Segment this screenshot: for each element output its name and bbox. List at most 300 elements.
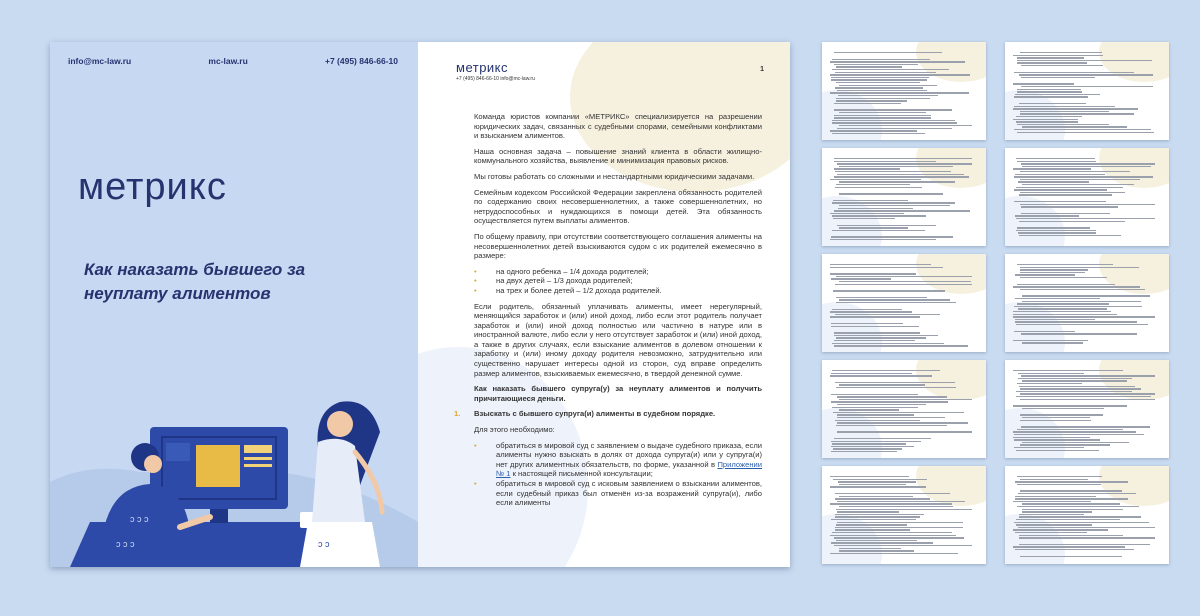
thumbnail-text-line <box>1014 129 1151 130</box>
decor-shape <box>1099 466 1169 506</box>
paragraph: Если родитель, обязанный уплачивать алименты, имеет нерегулярный, меняющийся заработок и (или) иной доход, либо если этот родитель получает заработок и (или) иной доход полностью или частично в натуре или в иностранной валюте, либо если у него отсутствует заработок и (или) иной доход, а также в других случаях, если взыскание алиментов в долевом отношении к заработку и (или) иному доходу родителя невозможно, затруднительно или существенно нарушает интересы одной из сторон, суд вправе определить размер алиментов, взыскиваемых ежемесячно, в твердой денежной сумме. <box>474 301 762 378</box>
paragraph: По общему правилу, при отсутствии соответствующего соглашения алименты на несовершеннолетних детей взыскиваются судом с их родителей ежемесячно в размере: <box>474 231 762 261</box>
page-thumbnails <box>822 42 1182 567</box>
thumbnail-text-line <box>835 72 936 73</box>
thumbnail-text-line <box>1015 94 1100 95</box>
thumbnail-text-line <box>835 420 920 421</box>
thumbnail-text-line <box>832 230 925 231</box>
thumbnail-text-line <box>1013 55 1103 56</box>
thumbnail-text-line <box>830 375 932 376</box>
appendix-link[interactable]: Приложении № 1 <box>496 459 762 479</box>
page-thumbnail[interactable] <box>1005 42 1169 140</box>
thumbnail-text-line <box>1020 269 1088 270</box>
page-number: 1 <box>760 66 764 73</box>
thumbnail-text-line <box>1022 417 1090 418</box>
thumbnail-text-line <box>1020 171 1130 172</box>
thumbnail-text-line <box>1022 511 1092 512</box>
thumbnail-text-line <box>1020 272 1085 273</box>
thumbnail-text-line <box>1013 108 1138 109</box>
thumbnail-text-line <box>1019 386 1135 387</box>
thumbnail-text-line <box>1013 370 1123 371</box>
thumbnail-text-line <box>1022 342 1083 343</box>
thumbnail-text-line <box>834 109 952 110</box>
thumbnail-text-line <box>1013 311 1111 312</box>
thumbnail-text-line <box>1013 546 1125 547</box>
thumbnail-text-line <box>839 399 972 400</box>
thumbnail-text-line <box>1022 295 1150 296</box>
list-item-text: к настоящей письменной консультации; <box>510 469 653 479</box>
thumbnail-text-line <box>830 503 952 504</box>
list-item: • на одного ребенка – 1/4 дохода родителей; <box>496 267 762 277</box>
thumbnail-text-line <box>833 448 902 449</box>
thumbnail-text-line <box>832 532 952 533</box>
thumbnail-text-line <box>834 176 969 177</box>
thumbnail-text-line <box>830 61 965 62</box>
thumbnail-text-line <box>834 340 915 341</box>
thumbnail-text-line <box>1022 408 1104 409</box>
numbered-item <box>454 409 762 419</box>
thumbnail-text-line <box>832 443 906 444</box>
thumbnail-text-line <box>835 314 940 315</box>
thumbnail-text-line <box>836 425 947 426</box>
thumbnail-text-line <box>1013 529 1108 530</box>
cover-contacts <box>68 56 398 66</box>
thumbnail-text-line <box>834 332 920 333</box>
thumbnail-text-line <box>832 69 949 70</box>
thumbnail-text-line <box>830 476 909 477</box>
thumbnail-text-line <box>1013 501 1091 502</box>
thumbnail-text-line <box>832 343 944 344</box>
thumbnail-text-line <box>1019 514 1084 515</box>
thumbnail-text-line <box>830 486 926 487</box>
paragraph: Семейным кодексом Российской Федерации закреплена обязанность родителей по содержанию своих несовершеннолетних, а также совершеннолетних, но нетрудоспособных и нуждающихся в помощи детей. Эта обязанность осуществляется путем выплаты алиментов. <box>474 187 762 226</box>
thumbnail-text-line <box>1014 306 1142 307</box>
thumbnail-text-line <box>830 264 931 265</box>
thumbnail-text-line <box>839 281 971 282</box>
thumbnail-text-line <box>1022 442 1129 443</box>
thumbnail-text-line <box>839 384 925 385</box>
thumbnail-text-line <box>1019 235 1121 236</box>
thumbnail-text-line <box>1016 450 1099 451</box>
thumbnail-text-line <box>836 337 926 338</box>
thumbnail-text-line <box>1013 83 1074 84</box>
thumbnail-text-line <box>833 218 895 219</box>
thumbnail-text-line <box>836 276 972 277</box>
thumbnail-text-line <box>830 535 956 536</box>
thumbnail-text-line <box>1016 524 1092 525</box>
thumbnail-text-line <box>1019 103 1086 104</box>
thumbnail-text-line <box>1018 493 1136 494</box>
paragraph: Мы готовы работать со сложными и нестандартными юридическими задачами. <box>474 171 755 181</box>
thumbnail-text-line <box>830 311 912 312</box>
thumbnail-text-line <box>836 100 907 101</box>
thumbnail-text-line <box>830 273 916 274</box>
thumbnail-text-line <box>838 95 938 96</box>
svg-text:ɔ ↄ ɔ: ɔ ↄ ɔ <box>116 539 135 549</box>
thumbnail-text-line <box>830 239 936 240</box>
thumbnail-text-line <box>1022 380 1127 381</box>
thumbnail-text-line <box>1020 399 1155 400</box>
thumbnail-text-line <box>1022 509 1123 510</box>
thumbnail-text-line <box>836 297 927 298</box>
thumbnail-text-line <box>837 414 914 415</box>
thumbnail-text-line <box>832 122 957 123</box>
thumbnail-text-line <box>831 77 929 78</box>
thumbnail-text-line <box>1020 444 1110 445</box>
thumbnail-text-line <box>832 309 902 310</box>
thumbnail-text-line <box>1015 215 1079 216</box>
thumbnail-text-line <box>1020 556 1122 557</box>
thumbnail-text-line <box>835 171 951 172</box>
thumbnail-text-line <box>836 66 902 67</box>
thumbnail-text-line <box>837 522 963 523</box>
thumbnail-text-line <box>1013 314 1117 315</box>
thumbnail-text-line <box>1017 506 1139 507</box>
document-page-1 <box>418 42 790 567</box>
page-thumbnail[interactable] <box>1005 360 1169 458</box>
thumbnail-text-line <box>1015 321 1137 322</box>
cover-title: Как наказать бывшего за неуплату алиментов <box>84 260 306 303</box>
thumbnail-text-line <box>834 158 972 159</box>
list-item <box>496 441 762 479</box>
thumbnail-text-line <box>1017 89 1081 90</box>
cover-email: info@mc-law.ru <box>68 56 132 66</box>
page-thumbnail[interactable] <box>822 254 986 352</box>
thumbnail-text-line <box>1015 498 1128 499</box>
thumbnail-text-line <box>832 133 925 134</box>
thumbnail-text-line <box>831 451 897 452</box>
thumbnail-text-line <box>1014 189 1107 190</box>
thumbnail-text-line <box>1013 431 1136 432</box>
thumbnail-text-line <box>838 481 916 482</box>
thumbnail-text-line <box>836 524 907 525</box>
thumbnail-text-line <box>839 409 899 410</box>
thumbnail-text-line <box>1017 227 1090 228</box>
thumbnail-text-line <box>1017 484 1101 485</box>
thumbnail-text-line <box>1015 496 1096 497</box>
list-item: • на двух детей – 1/3 дохода родителей; <box>496 276 762 286</box>
thumbnail-text-line <box>835 493 950 494</box>
thumbnail-text-line <box>835 516 920 517</box>
thumbnail-text-line <box>1017 303 1109 304</box>
thumbnail-text-line <box>1015 174 1105 175</box>
thumbnail-text-line <box>839 166 953 167</box>
thumbnail-text-line <box>831 326 919 327</box>
thumbnail-text-line <box>1018 232 1096 233</box>
thumbnail-text-line <box>836 302 956 303</box>
thumbnail-text-line <box>1014 522 1149 523</box>
section-heading: Как наказать бывшего супруга(у) за неуплату алиментов и получить причитающиеся деньги. <box>474 384 762 403</box>
thumbnail-text-line <box>837 417 945 418</box>
thumbnail-text-line <box>1019 537 1155 538</box>
thumbnail-text-line <box>1021 86 1153 87</box>
thumbnail-text-line <box>835 498 930 499</box>
thumbnail-text-line <box>836 184 910 185</box>
thumbnail-text-line <box>1017 60 1152 61</box>
thumbnail-text-line <box>833 412 964 413</box>
thumbnail-text-line <box>1016 391 1132 392</box>
thumbnail-text-line <box>832 120 955 121</box>
document-spread <box>50 42 790 567</box>
thumbnail-text-line <box>1014 447 1084 448</box>
thumbnail-text-line <box>830 267 943 268</box>
thumbnail-text-line <box>839 125 972 126</box>
thumbnail-text-line <box>839 506 953 507</box>
thumbnail-text-line <box>1018 378 1132 379</box>
thumbnail-text-line <box>1021 426 1150 427</box>
thumbnail-text-line <box>1021 213 1110 214</box>
cover-logo: метрикс <box>78 166 227 208</box>
thumbnail-text-line <box>1013 119 1078 120</box>
thumbnail-text-line <box>834 345 968 346</box>
thumbnail-text-line <box>831 236 953 237</box>
thumbnail-text-line <box>1016 324 1148 325</box>
page-thumbnail[interactable] <box>822 360 986 458</box>
page-thumbnail[interactable] <box>822 42 986 140</box>
thumbnail-text-line <box>831 401 948 402</box>
thumbnail-text-line <box>1020 393 1155 394</box>
thumbnail-text-line <box>833 200 908 201</box>
thumbnail-text-line <box>830 92 969 93</box>
thumbnail-text-line <box>831 323 903 324</box>
decor-shape <box>1099 148 1169 188</box>
item-number: 1. <box>454 409 461 419</box>
svg-text:ↄ ↄ ɔ: ↄ ↄ ɔ <box>130 514 149 524</box>
thumbnail-text-line <box>835 284 972 285</box>
thumbnail-text-line <box>1013 437 1090 438</box>
thumbnail-text-line <box>1014 331 1075 332</box>
thumbnail-text-line <box>831 446 914 447</box>
thumbnail-text-line <box>1019 194 1112 195</box>
thumbnail-text-line <box>834 545 972 546</box>
thumbnail-text-line <box>839 181 955 182</box>
thumbnail-text-line <box>835 527 963 528</box>
thumbnail-text-line <box>839 484 906 485</box>
thumbnail-text-line <box>1020 179 1140 180</box>
page-header <box>456 60 535 82</box>
thumbnail-text-line <box>834 52 942 53</box>
thumbnail-text-line <box>835 514 924 515</box>
page-contacts: +7 (495) 846-66-10 info@mc-law.ru <box>456 76 535 82</box>
thumbnail-text-line <box>1021 65 1103 66</box>
thumbnail-text-line <box>1015 298 1100 299</box>
thumbnail-text-line <box>832 59 930 60</box>
thumbnail-text-line <box>1017 91 1082 92</box>
thumbnail-text-line <box>834 168 900 169</box>
thumbnail-text-line <box>1020 414 1103 415</box>
thumbnail-text-line <box>1016 116 1082 117</box>
thumbnail-text-line <box>837 511 899 512</box>
page-thumbnail[interactable] <box>1005 148 1169 246</box>
thumbnail-text-line <box>1018 527 1155 528</box>
thumbnail-text-line <box>831 278 891 279</box>
thumbnail-text-line <box>830 553 958 554</box>
thumbnail-text-line <box>839 299 950 300</box>
thumbnail-text-line <box>1015 549 1134 550</box>
decor-shape <box>916 360 986 400</box>
thumbnail-text-line <box>834 103 901 104</box>
thumbnail-text-line <box>831 79 927 80</box>
thumbnail-text-line <box>1017 57 1084 58</box>
thumbnail-text-line <box>837 174 964 175</box>
thumbnail-text-line <box>831 394 918 395</box>
thumbnail-text-line <box>1017 383 1082 384</box>
thumbnail-text-line <box>1017 264 1113 265</box>
decor-shape <box>916 254 986 294</box>
thumbnail-text-line <box>1013 340 1088 341</box>
thumbnail-text-line <box>836 82 920 83</box>
thumbnail-text-line <box>1019 516 1141 517</box>
thumbnail-text-line <box>1013 168 1091 169</box>
thumbnail-text-line <box>835 87 923 88</box>
page-thumbnail[interactable] <box>1005 466 1169 564</box>
thumbnail-text-line <box>1021 163 1155 164</box>
thumbnail-text-line <box>1017 476 1102 477</box>
thumbnail-text-line <box>836 509 972 510</box>
thumbnail-text-line <box>832 407 918 408</box>
thumbnail-text-line <box>1016 158 1095 159</box>
thumbnail-text-line <box>1022 301 1141 302</box>
thumbnail-text-line <box>1020 192 1125 193</box>
thumbnail-text-line <box>1020 388 1141 389</box>
thumbnail-text-line <box>1017 62 1087 63</box>
thumbnail-text-line <box>1020 113 1134 114</box>
list-item: • обратиться в мировой суд с исковым заявлением о взыскании алиментов, если судебный приказ был отменён из-за возражений супруга(и), либо если алименты <box>496 479 762 508</box>
thumbnail-text-line <box>834 64 918 65</box>
thumbnail-text-line <box>1018 181 1089 182</box>
thumbnail-text-line <box>832 202 955 203</box>
thumbnail-text-line <box>833 479 927 480</box>
thumbnail-text-line <box>1014 201 1106 202</box>
thumbnail-text-line <box>834 210 970 211</box>
thumbnail-text-line <box>837 431 972 432</box>
thumbnail-text-line <box>831 373 912 374</box>
thumbnail-text-line <box>834 115 931 116</box>
thumbnail-text-line <box>1017 124 1109 125</box>
thumbnail-text-line <box>839 548 901 549</box>
page-thumbnail[interactable] <box>822 148 986 246</box>
thumbnail-text-line <box>835 382 955 383</box>
page-logo: метрикс <box>456 60 509 75</box>
thumbnail-text-line <box>1020 267 1139 268</box>
rates-list <box>474 267 762 296</box>
thumbnail-text-line <box>833 290 945 291</box>
thumbnail-text-line <box>1015 319 1095 320</box>
thumbnail-text-line <box>835 529 910 530</box>
thumbnail-text-line <box>1016 187 1123 188</box>
thumbnail-text-line <box>1014 96 1088 97</box>
thumbnail-text-line <box>835 187 922 188</box>
thumbnail-text-line <box>1020 289 1145 290</box>
thumbnail-text-line <box>1022 503 1120 504</box>
list-item-text: обратиться в мировой суд с заявлением о выдаче судебного приказа, если алименты нужно взыскать в долях от дохода супруга(и) или у супруга(и) нет других алиментных обязательств, по форме, указанной в <box>496 440 762 469</box>
item-text: Взыскать с бывшего супруга(и) алименты в судебном порядке. <box>474 409 716 419</box>
thumbnail-text-line <box>1016 121 1078 122</box>
cover-page <box>50 42 418 567</box>
paragraph: Для этого необходимо: <box>474 425 555 435</box>
thumbnail-text-line <box>1022 166 1151 167</box>
thumbnail-text-line <box>837 396 947 397</box>
thumbnail-text-line <box>837 501 965 502</box>
thumbnail-text-line <box>837 90 927 91</box>
thumbnail-text-line <box>1021 375 1155 376</box>
svg-text:ɔ ↄ: ɔ ↄ <box>318 539 330 549</box>
thumbnail-text-line <box>1020 420 1091 421</box>
thumbnail-text-line <box>830 130 917 131</box>
thumbnail-text-line <box>839 227 908 228</box>
illustration-people-at-computer <box>50 372 418 567</box>
thumbnail-text-line <box>837 225 936 226</box>
thumbnail-text-line <box>834 335 938 336</box>
thumbnail-text-line <box>832 215 926 216</box>
thumbnail-text-line <box>1014 176 1153 177</box>
thumbnail-text-line <box>1013 286 1140 287</box>
thumbnail-text-line <box>1015 274 1075 275</box>
thumbnail-text-line <box>1018 308 1107 309</box>
thumbnail-text-line <box>832 370 940 371</box>
thumbnail-text-line <box>834 537 964 538</box>
thumbnail-text-line <box>836 540 917 541</box>
thumbnail-text-line <box>837 422 968 423</box>
thumbnail-text-line <box>831 542 933 543</box>
list-item: • на трех и более детей – 1/2 дохода родителей. <box>496 286 762 296</box>
thumbnail-text-line <box>1016 218 1155 219</box>
thumbnail-text-line <box>1020 479 1088 480</box>
thumbnail-text-line <box>831 519 916 520</box>
paragraph: Наша основная задача – повышение знаний клиента в области жилищно-коммунального хозяйства, выявление и минимизация правовых рисков. <box>474 146 762 166</box>
page-thumbnail[interactable] <box>822 466 986 564</box>
thumbnail-text-line <box>834 117 931 118</box>
thumbnail-text-line <box>1020 52 1102 53</box>
thumbnail-text-line <box>1014 439 1100 440</box>
page-body <box>454 112 762 514</box>
thumbnail-text-line <box>839 496 913 497</box>
thumbnail-text-line <box>1017 429 1123 430</box>
thumbnail-text-line <box>1016 230 1096 231</box>
thumbnail-text-line <box>1014 106 1115 107</box>
thumbnail-text-line <box>1021 206 1118 207</box>
thumbnail-text-line <box>1020 111 1109 112</box>
thumbnail-text-line <box>834 438 931 439</box>
thumbnail-text-line <box>1016 396 1151 397</box>
thumbnail-text-line <box>1017 161 1096 162</box>
thumbnail-text-line <box>1019 544 1150 545</box>
thumbnail-text-line <box>1020 490 1122 491</box>
thumbnail-text-line <box>1020 277 1107 278</box>
thumbnail-text-line <box>839 550 914 551</box>
thumbnail-text-line <box>830 213 904 214</box>
thumbnail-text-line <box>1018 373 1084 374</box>
thumbnail-text-line <box>838 208 913 209</box>
thumbnail-text-line <box>830 74 970 75</box>
thumbnail-text-line <box>1022 184 1134 185</box>
thumbnail-text-line <box>839 85 937 86</box>
thumbnail-text-line <box>836 387 956 388</box>
thumbnail-text-line <box>839 193 943 194</box>
page-thumbnail[interactable] <box>1005 254 1169 352</box>
cover-site: mc-law.ru <box>208 56 248 66</box>
thumbnail-text-line <box>1019 535 1123 536</box>
thumbnail-text-line <box>839 205 950 206</box>
thumbnail-text-line <box>1014 72 1134 73</box>
thumbnail-text-line <box>837 404 926 405</box>
thumbnail-text-line <box>830 179 921 180</box>
decor-shape <box>1099 42 1169 82</box>
thumbnail-text-line <box>839 112 926 113</box>
paragraph: Команда юристов компании «МЕТРИКС» специализируется на разрешении юридических задач, связанных с судебными спорами, семейными конфликтами и взысканием алиментов. <box>474 112 762 141</box>
thumbnail-text-line <box>1014 434 1144 435</box>
thumbnail-text-line <box>1013 405 1127 406</box>
